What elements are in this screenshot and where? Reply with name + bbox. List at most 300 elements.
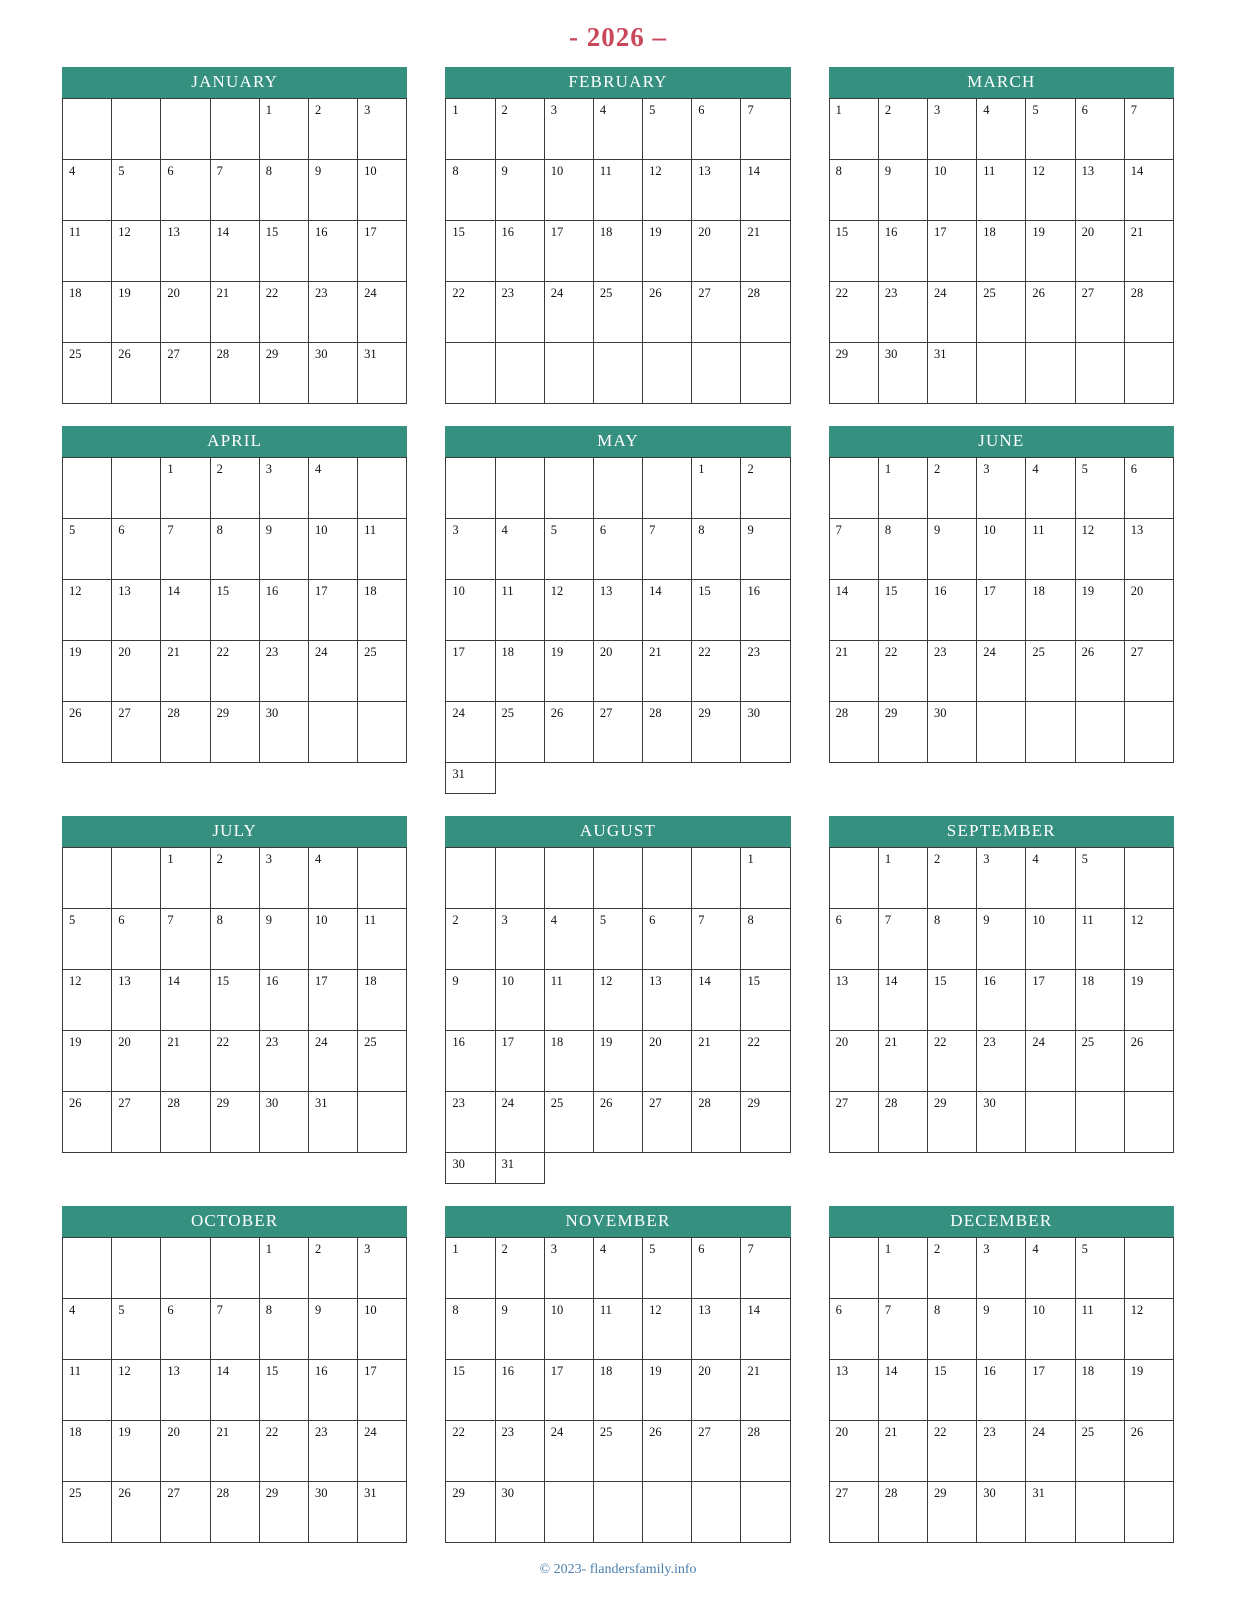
day-cell[interactable]: 26: [1026, 282, 1075, 343]
day-cell[interactable]: 14: [161, 580, 210, 641]
day-cell[interactable]: 10: [544, 1299, 593, 1360]
day-cell-empty[interactable]: [63, 99, 112, 160]
day-cell[interactable]: 1: [878, 1238, 927, 1299]
day-cell[interactable]: 12: [1124, 1299, 1173, 1360]
day-cell[interactable]: 9: [928, 519, 977, 580]
day-cell[interactable]: 27: [593, 702, 642, 763]
day-cell[interactable]: 10: [358, 1299, 407, 1360]
day-cell[interactable]: 13: [829, 1360, 878, 1421]
day-cell[interactable]: 15: [692, 580, 741, 641]
day-cell[interactable]: 26: [643, 282, 692, 343]
day-cell[interactable]: 4: [63, 1299, 112, 1360]
day-cell[interactable]: 25: [63, 1482, 112, 1543]
day-cell[interactable]: 13: [112, 970, 161, 1031]
day-cell[interactable]: 5: [643, 99, 692, 160]
day-cell[interactable]: 31: [358, 343, 407, 404]
day-cell[interactable]: 15: [259, 221, 308, 282]
day-cell-empty[interactable]: [112, 848, 161, 909]
day-cell[interactable]: 29: [928, 1482, 977, 1543]
day-cell[interactable]: 30: [977, 1482, 1026, 1543]
day-cell[interactable]: 7: [878, 909, 927, 970]
day-cell[interactable]: 23: [259, 1031, 308, 1092]
day-cell[interactable]: 23: [977, 1421, 1026, 1482]
day-cell[interactable]: 28: [161, 1092, 210, 1153]
day-cell[interactable]: 27: [1075, 282, 1124, 343]
day-cell[interactable]: 1: [741, 848, 790, 909]
day-cell-empty[interactable]: [161, 99, 210, 160]
day-cell[interactable]: 8: [741, 909, 790, 970]
day-cell[interactable]: 7: [210, 160, 259, 221]
day-cell[interactable]: 4: [308, 458, 357, 519]
day-cell[interactable]: 10: [446, 580, 495, 641]
day-cell[interactable]: 26: [1124, 1421, 1173, 1482]
day-cell[interactable]: 8: [259, 160, 308, 221]
day-cell[interactable]: 20: [112, 641, 161, 702]
day-cell[interactable]: 20: [643, 1031, 692, 1092]
day-cell-empty[interactable]: [1075, 1092, 1124, 1153]
day-cell[interactable]: 15: [928, 1360, 977, 1421]
day-cell[interactable]: 11: [977, 160, 1026, 221]
day-cell[interactable]: 19: [1124, 970, 1173, 1031]
day-cell[interactable]: 7: [161, 909, 210, 970]
day-cell[interactable]: 25: [593, 282, 642, 343]
day-cell[interactable]: 5: [1075, 848, 1124, 909]
day-cell[interactable]: 21: [161, 641, 210, 702]
day-cell[interactable]: 6: [829, 909, 878, 970]
day-cell[interactable]: 20: [161, 1421, 210, 1482]
day-cell[interactable]: 29: [692, 702, 741, 763]
day-cell[interactable]: 16: [495, 1360, 544, 1421]
day-cell[interactable]: 2: [308, 1238, 357, 1299]
day-cell[interactable]: 29: [210, 1092, 259, 1153]
day-cell-empty[interactable]: [1124, 1092, 1173, 1153]
day-cell[interactable]: 11: [358, 909, 407, 970]
day-cell[interactable]: 27: [161, 343, 210, 404]
day-cell[interactable]: 30: [878, 343, 927, 404]
day-cell[interactable]: 2: [878, 99, 927, 160]
day-cell[interactable]: 4: [495, 519, 544, 580]
day-cell[interactable]: 6: [161, 1299, 210, 1360]
day-cell[interactable]: 10: [495, 970, 544, 1031]
day-cell[interactable]: 28: [692, 1092, 741, 1153]
day-cell[interactable]: 6: [829, 1299, 878, 1360]
day-cell[interactable]: 18: [1075, 1360, 1124, 1421]
day-cell[interactable]: 13: [1075, 160, 1124, 221]
day-cell[interactable]: 23: [446, 1092, 495, 1153]
day-cell[interactable]: 16: [308, 1360, 357, 1421]
day-cell-empty[interactable]: [692, 1482, 741, 1543]
day-cell[interactable]: 29: [829, 343, 878, 404]
day-cell[interactable]: 20: [161, 282, 210, 343]
day-cell[interactable]: 29: [259, 1482, 308, 1543]
day-cell-empty[interactable]: [1124, 848, 1173, 909]
day-cell[interactable]: 31: [308, 1092, 357, 1153]
day-cell[interactable]: 31: [358, 1482, 407, 1543]
day-cell[interactable]: 20: [112, 1031, 161, 1092]
day-cell[interactable]: 28: [161, 702, 210, 763]
day-cell[interactable]: 25: [1075, 1031, 1124, 1092]
day-cell[interactable]: 12: [544, 580, 593, 641]
day-cell[interactable]: 11: [63, 221, 112, 282]
day-cell[interactable]: 9: [446, 970, 495, 1031]
day-cell[interactable]: 2: [928, 458, 977, 519]
day-cell[interactable]: 7: [1124, 99, 1173, 160]
day-cell[interactable]: 15: [446, 221, 495, 282]
day-cell[interactable]: 17: [308, 580, 357, 641]
day-cell-empty[interactable]: [593, 343, 642, 404]
day-cell[interactable]: 7: [878, 1299, 927, 1360]
day-cell[interactable]: 9: [259, 519, 308, 580]
day-cell[interactable]: 21: [643, 641, 692, 702]
day-cell[interactable]: 27: [112, 702, 161, 763]
day-cell-empty[interactable]: [161, 1238, 210, 1299]
day-cell-empty[interactable]: [977, 702, 1026, 763]
day-cell-empty[interactable]: [977, 343, 1026, 404]
day-cell[interactable]: 25: [495, 702, 544, 763]
day-cell[interactable]: 4: [1026, 458, 1075, 519]
day-cell[interactable]: 3: [358, 1238, 407, 1299]
day-cell[interactable]: 13: [692, 160, 741, 221]
day-cell[interactable]: 8: [928, 909, 977, 970]
day-cell[interactable]: 24: [308, 641, 357, 702]
day-cell[interactable]: 19: [593, 1031, 642, 1092]
day-cell[interactable]: 22: [878, 641, 927, 702]
day-cell[interactable]: 23: [928, 641, 977, 702]
day-cell[interactable]: 22: [928, 1031, 977, 1092]
day-cell[interactable]: 11: [593, 1299, 642, 1360]
day-cell[interactable]: 10: [1026, 909, 1075, 970]
day-cell[interactable]: 3: [495, 909, 544, 970]
day-cell-empty[interactable]: [829, 1238, 878, 1299]
day-cell[interactable]: 31: [446, 763, 495, 794]
day-cell[interactable]: 28: [878, 1092, 927, 1153]
day-cell[interactable]: 8: [210, 519, 259, 580]
day-cell[interactable]: 29: [878, 702, 927, 763]
day-cell[interactable]: 13: [643, 970, 692, 1031]
day-cell[interactable]: 19: [63, 641, 112, 702]
day-cell[interactable]: 28: [210, 343, 259, 404]
day-cell-empty[interactable]: [741, 1482, 790, 1543]
day-cell[interactable]: 11: [1026, 519, 1075, 580]
day-cell[interactable]: 11: [544, 970, 593, 1031]
day-cell[interactable]: 9: [495, 1299, 544, 1360]
day-cell[interactable]: 8: [878, 519, 927, 580]
day-cell[interactable]: 8: [928, 1299, 977, 1360]
day-cell[interactable]: 5: [1075, 458, 1124, 519]
day-cell[interactable]: 22: [210, 641, 259, 702]
day-cell[interactable]: 3: [259, 458, 308, 519]
day-cell[interactable]: 12: [1124, 909, 1173, 970]
day-cell[interactable]: 30: [308, 1482, 357, 1543]
day-cell[interactable]: 1: [878, 458, 927, 519]
day-cell[interactable]: 17: [928, 221, 977, 282]
day-cell-empty[interactable]: [358, 848, 407, 909]
day-cell[interactable]: 17: [544, 221, 593, 282]
day-cell[interactable]: 9: [878, 160, 927, 221]
day-cell[interactable]: 21: [829, 641, 878, 702]
day-cell[interactable]: 5: [63, 519, 112, 580]
day-cell[interactable]: 5: [544, 519, 593, 580]
day-cell[interactable]: 10: [308, 519, 357, 580]
day-cell[interactable]: 1: [259, 99, 308, 160]
day-cell[interactable]: 8: [446, 160, 495, 221]
day-cell[interactable]: 26: [593, 1092, 642, 1153]
day-cell[interactable]: 24: [358, 282, 407, 343]
day-cell[interactable]: 24: [544, 282, 593, 343]
day-cell[interactable]: 21: [692, 1031, 741, 1092]
day-cell[interactable]: 9: [308, 160, 357, 221]
day-cell-empty[interactable]: [544, 1482, 593, 1543]
day-cell-empty[interactable]: [1075, 343, 1124, 404]
day-cell[interactable]: 31: [928, 343, 977, 404]
day-cell-empty[interactable]: [544, 458, 593, 519]
day-cell[interactable]: 28: [741, 282, 790, 343]
day-cell-empty[interactable]: [1026, 343, 1075, 404]
day-cell-empty[interactable]: [63, 458, 112, 519]
day-cell[interactable]: 28: [878, 1482, 927, 1543]
day-cell-empty[interactable]: [358, 458, 407, 519]
day-cell-empty[interactable]: [544, 343, 593, 404]
day-cell-empty[interactable]: [308, 702, 357, 763]
day-cell-empty[interactable]: [112, 458, 161, 519]
day-cell[interactable]: 17: [544, 1360, 593, 1421]
day-cell[interactable]: 30: [308, 343, 357, 404]
day-cell[interactable]: 14: [643, 580, 692, 641]
day-cell-empty[interactable]: [446, 343, 495, 404]
day-cell[interactable]: 9: [259, 909, 308, 970]
day-cell[interactable]: 2: [210, 458, 259, 519]
day-cell[interactable]: 16: [259, 580, 308, 641]
day-cell[interactable]: 12: [593, 970, 642, 1031]
day-cell[interactable]: 6: [112, 909, 161, 970]
day-cell-empty[interactable]: [446, 848, 495, 909]
day-cell[interactable]: 23: [741, 641, 790, 702]
day-cell[interactable]: 21: [878, 1031, 927, 1092]
day-cell-empty[interactable]: [1026, 702, 1075, 763]
day-cell[interactable]: 28: [741, 1421, 790, 1482]
day-cell[interactable]: 17: [977, 580, 1026, 641]
day-cell[interactable]: 16: [977, 1360, 1026, 1421]
day-cell[interactable]: 27: [829, 1092, 878, 1153]
day-cell[interactable]: 20: [692, 1360, 741, 1421]
day-cell[interactable]: 25: [358, 641, 407, 702]
day-cell[interactable]: 3: [259, 848, 308, 909]
day-cell[interactable]: 16: [977, 970, 1026, 1031]
day-cell[interactable]: 2: [928, 848, 977, 909]
day-cell[interactable]: 13: [829, 970, 878, 1031]
day-cell[interactable]: 9: [741, 519, 790, 580]
day-cell[interactable]: 12: [63, 970, 112, 1031]
day-cell[interactable]: 27: [161, 1482, 210, 1543]
day-cell[interactable]: 11: [358, 519, 407, 580]
day-cell[interactable]: 3: [977, 848, 1026, 909]
day-cell[interactable]: 18: [358, 580, 407, 641]
day-cell[interactable]: 18: [544, 1031, 593, 1092]
day-cell[interactable]: 20: [829, 1421, 878, 1482]
day-cell[interactable]: 25: [358, 1031, 407, 1092]
day-cell[interactable]: 13: [161, 1360, 210, 1421]
day-cell[interactable]: 11: [495, 580, 544, 641]
day-cell[interactable]: 19: [1075, 580, 1124, 641]
day-cell[interactable]: 22: [692, 641, 741, 702]
day-cell-empty[interactable]: [593, 848, 642, 909]
day-cell[interactable]: 16: [446, 1031, 495, 1092]
day-cell[interactable]: 28: [210, 1482, 259, 1543]
day-cell[interactable]: 30: [741, 702, 790, 763]
day-cell[interactable]: 24: [544, 1421, 593, 1482]
day-cell[interactable]: 25: [977, 282, 1026, 343]
day-cell[interactable]: 3: [977, 458, 1026, 519]
day-cell[interactable]: 19: [544, 641, 593, 702]
day-cell[interactable]: 21: [741, 221, 790, 282]
day-cell[interactable]: 14: [878, 970, 927, 1031]
day-cell[interactable]: 8: [829, 160, 878, 221]
day-cell[interactable]: 22: [741, 1031, 790, 1092]
day-cell[interactable]: 24: [495, 1092, 544, 1153]
day-cell[interactable]: 2: [741, 458, 790, 519]
day-cell[interactable]: 25: [593, 1421, 642, 1482]
day-cell-empty[interactable]: [358, 702, 407, 763]
day-cell[interactable]: 21: [1124, 221, 1173, 282]
day-cell[interactable]: 1: [446, 99, 495, 160]
day-cell[interactable]: 17: [358, 1360, 407, 1421]
day-cell[interactable]: 26: [112, 1482, 161, 1543]
day-cell[interactable]: 16: [495, 221, 544, 282]
day-cell[interactable]: 12: [643, 160, 692, 221]
day-cell[interactable]: 15: [210, 970, 259, 1031]
day-cell[interactable]: 15: [878, 580, 927, 641]
day-cell[interactable]: 4: [593, 99, 642, 160]
day-cell[interactable]: 18: [495, 641, 544, 702]
day-cell[interactable]: 4: [1026, 848, 1075, 909]
day-cell[interactable]: 5: [63, 909, 112, 970]
day-cell[interactable]: 27: [692, 1421, 741, 1482]
day-cell[interactable]: 26: [112, 343, 161, 404]
day-cell[interactable]: 4: [63, 160, 112, 221]
day-cell[interactable]: 26: [544, 702, 593, 763]
day-cell[interactable]: 20: [829, 1031, 878, 1092]
day-cell[interactable]: 8: [210, 909, 259, 970]
day-cell[interactable]: 8: [692, 519, 741, 580]
day-cell[interactable]: 5: [112, 1299, 161, 1360]
day-cell[interactable]: 19: [1124, 1360, 1173, 1421]
day-cell[interactable]: 5: [643, 1238, 692, 1299]
day-cell[interactable]: 3: [544, 99, 593, 160]
day-cell[interactable]: 14: [741, 160, 790, 221]
day-cell[interactable]: 15: [446, 1360, 495, 1421]
day-cell[interactable]: 3: [928, 99, 977, 160]
day-cell[interactable]: 10: [308, 909, 357, 970]
day-cell[interactable]: 21: [161, 1031, 210, 1092]
day-cell[interactable]: 9: [977, 1299, 1026, 1360]
day-cell[interactable]: 18: [593, 221, 642, 282]
day-cell[interactable]: 15: [829, 221, 878, 282]
day-cell[interactable]: 19: [643, 221, 692, 282]
day-cell[interactable]: 23: [495, 282, 544, 343]
day-cell[interactable]: 24: [446, 702, 495, 763]
day-cell[interactable]: 13: [593, 580, 642, 641]
day-cell[interactable]: 29: [259, 343, 308, 404]
day-cell[interactable]: 31: [1026, 1482, 1075, 1543]
day-cell[interactable]: 27: [643, 1092, 692, 1153]
day-cell[interactable]: 1: [692, 458, 741, 519]
day-cell-empty[interactable]: [1026, 1092, 1075, 1153]
day-cell[interactable]: 1: [829, 99, 878, 160]
day-cell[interactable]: 6: [692, 99, 741, 160]
day-cell[interactable]: 18: [593, 1360, 642, 1421]
day-cell[interactable]: 17: [1026, 970, 1075, 1031]
day-cell[interactable]: 1: [259, 1238, 308, 1299]
day-cell[interactable]: 22: [446, 1421, 495, 1482]
day-cell[interactable]: 22: [446, 282, 495, 343]
day-cell[interactable]: 28: [829, 702, 878, 763]
day-cell[interactable]: 10: [928, 160, 977, 221]
day-cell[interactable]: 4: [1026, 1238, 1075, 1299]
day-cell[interactable]: 12: [112, 1360, 161, 1421]
day-cell[interactable]: 8: [446, 1299, 495, 1360]
day-cell[interactable]: 24: [1026, 1031, 1075, 1092]
day-cell[interactable]: 18: [977, 221, 1026, 282]
day-cell[interactable]: 26: [1124, 1031, 1173, 1092]
day-cell[interactable]: 27: [829, 1482, 878, 1543]
day-cell[interactable]: 12: [1075, 519, 1124, 580]
day-cell[interactable]: 15: [210, 580, 259, 641]
day-cell[interactable]: 25: [544, 1092, 593, 1153]
day-cell[interactable]: 6: [1124, 458, 1173, 519]
day-cell-empty[interactable]: [593, 458, 642, 519]
day-cell[interactable]: 23: [878, 282, 927, 343]
day-cell-empty[interactable]: [112, 1238, 161, 1299]
day-cell-empty[interactable]: [643, 1482, 692, 1543]
day-cell[interactable]: 16: [308, 221, 357, 282]
day-cell[interactable]: 10: [977, 519, 1026, 580]
day-cell[interactable]: 14: [1124, 160, 1173, 221]
day-cell[interactable]: 29: [741, 1092, 790, 1153]
day-cell[interactable]: 14: [829, 580, 878, 641]
day-cell[interactable]: 30: [446, 1153, 495, 1184]
day-cell[interactable]: 7: [161, 519, 210, 580]
day-cell[interactable]: 20: [593, 641, 642, 702]
day-cell-empty[interactable]: [692, 848, 741, 909]
day-cell[interactable]: 3: [358, 99, 407, 160]
day-cell[interactable]: 16: [878, 221, 927, 282]
day-cell[interactable]: 13: [1124, 519, 1173, 580]
day-cell[interactable]: 29: [210, 702, 259, 763]
day-cell[interactable]: 18: [358, 970, 407, 1031]
day-cell[interactable]: 1: [446, 1238, 495, 1299]
day-cell[interactable]: 16: [259, 970, 308, 1031]
day-cell[interactable]: 15: [259, 1360, 308, 1421]
day-cell-empty[interactable]: [544, 848, 593, 909]
day-cell[interactable]: 26: [643, 1421, 692, 1482]
day-cell[interactable]: 2: [928, 1238, 977, 1299]
day-cell-empty[interactable]: [829, 458, 878, 519]
day-cell[interactable]: 6: [643, 909, 692, 970]
day-cell[interactable]: 7: [210, 1299, 259, 1360]
day-cell[interactable]: 7: [692, 909, 741, 970]
day-cell[interactable]: 13: [112, 580, 161, 641]
day-cell[interactable]: 27: [692, 282, 741, 343]
day-cell[interactable]: 6: [593, 519, 642, 580]
day-cell-empty[interactable]: [1124, 1238, 1173, 1299]
day-cell[interactable]: 14: [210, 221, 259, 282]
day-cell[interactable]: 14: [878, 1360, 927, 1421]
day-cell[interactable]: 27: [112, 1092, 161, 1153]
day-cell[interactable]: 17: [446, 641, 495, 702]
day-cell[interactable]: 8: [259, 1299, 308, 1360]
day-cell-empty[interactable]: [643, 458, 692, 519]
day-cell[interactable]: 4: [977, 99, 1026, 160]
